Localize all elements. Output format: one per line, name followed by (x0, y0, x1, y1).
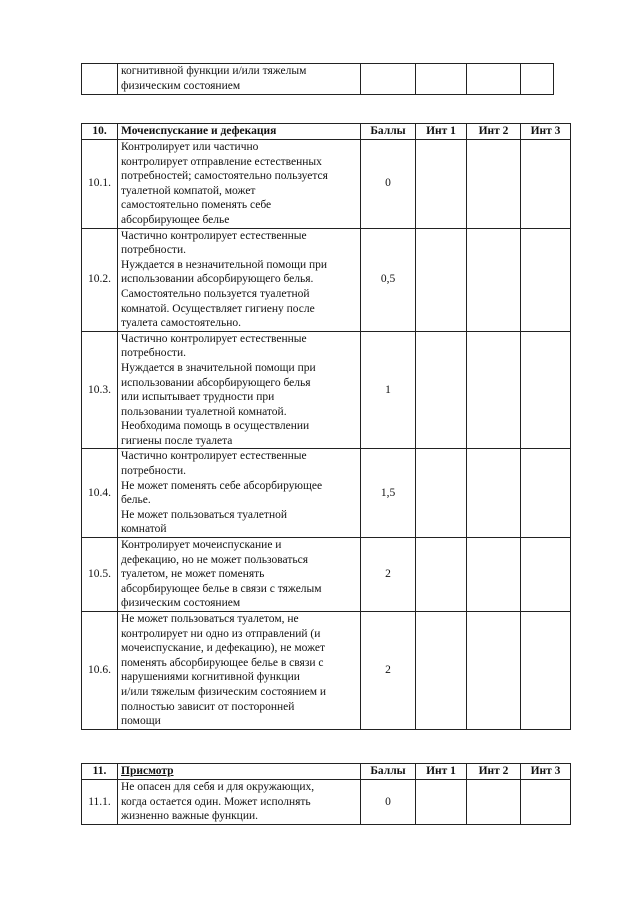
table-row (82, 449, 571, 538)
section-11-table (81, 763, 571, 825)
item-description (118, 612, 361, 730)
int1-cell[interactable] (416, 331, 467, 449)
item-score: 1 (361, 331, 416, 449)
desc-line: Не может поменять себе абсорбирующее (121, 479, 323, 492)
top-fragment-table (81, 63, 554, 95)
item-score: 0 (361, 780, 416, 825)
col-int2-header: Инт 2 (467, 124, 521, 140)
int2-cell[interactable] (467, 538, 521, 612)
item-score: 2 (361, 612, 416, 730)
int2-cell[interactable] (467, 140, 521, 229)
section-title: Присмотр (118, 764, 361, 780)
desc-line: Частично контролирует естественные (121, 332, 307, 345)
table-row (82, 612, 571, 730)
int1-cell[interactable] (416, 140, 467, 229)
int2-cell[interactable] (467, 449, 521, 538)
item-number: 11.1. (82, 780, 118, 825)
int3-cell[interactable] (521, 449, 571, 538)
desc-line: жизненно важные функции. (121, 810, 259, 823)
desc-line: физическим состоянием (121, 80, 241, 92)
desc-line: дефекацию, но не может пользоваться (121, 553, 308, 566)
item-number: 10.2. (82, 228, 118, 331)
col-int2-header: Инт 2 (467, 764, 521, 780)
item-score: 0,5 (361, 228, 416, 331)
item-description (118, 449, 361, 538)
table-row (82, 228, 571, 331)
desc-line: Частично контролирует естественные (121, 450, 307, 463)
section-title: Мочеиспускание и дефекация (118, 124, 361, 140)
section-number: 11. (82, 764, 118, 780)
desc-line: поменять абсорбирующее белье в связи с (121, 656, 324, 669)
desc-line: Не может пользоваться туалетом, не (121, 613, 299, 625)
desc-line: Не может пользоваться туалетной (121, 508, 288, 521)
item-score: 2 (361, 538, 416, 612)
int1-cell[interactable] (416, 538, 467, 612)
desc-line: Частично контролирует естественные (121, 229, 307, 242)
desc-cell (118, 64, 361, 95)
item-number: 10.3. (82, 331, 118, 449)
item-number: 10.4. (82, 449, 118, 538)
section-10-table (81, 123, 571, 730)
desc-line: белье. (121, 494, 151, 507)
item-description (118, 538, 361, 612)
int3-cell[interactable] (521, 612, 571, 730)
int2-cell[interactable] (467, 612, 521, 730)
desc-line: пользовании туалетной комнатой. (121, 405, 287, 418)
item-description (118, 140, 361, 229)
table-row (82, 64, 554, 95)
desc-line: помощи (121, 715, 161, 728)
desc-line: потребности. (121, 244, 186, 257)
desc-line: туалетной компатой, может (121, 184, 256, 197)
table-row (82, 331, 571, 449)
desc-line: или испытывает трудности при (121, 391, 275, 404)
desc-line: полностью зависит от посторонней (121, 700, 295, 713)
desc-line: Не опасен для себя и для окружающих, (121, 781, 315, 793)
int3-cell[interactable] (521, 780, 571, 825)
score-cell (361, 64, 416, 95)
desc-line: гигиены после туалета (121, 434, 233, 447)
desc-line: потребностей; самостоятельно пользуется (121, 170, 328, 183)
col-int1-header: Инт 1 (416, 124, 467, 140)
desc-line: контролирует ни одно из отправлений (и (121, 627, 321, 640)
int1-cell[interactable] (416, 228, 467, 331)
item-score: 1,5 (361, 449, 416, 538)
desc-line: когнитивной функции и/или тяжелым (121, 65, 307, 78)
item-number: 10.5. (82, 538, 118, 612)
desc-line: физическим состоянием (121, 597, 241, 610)
section-number: 10. (82, 124, 118, 140)
desc-line: Контролирует мочеиспускание и (121, 539, 282, 552)
table-row (82, 780, 571, 825)
table-row (82, 538, 571, 612)
item-score: 0 (361, 140, 416, 229)
desc-line: Контролирует или частично (121, 141, 259, 153)
desc-line: мочеиспускание, и дефекацию), не может (121, 642, 326, 655)
desc-line: абсорбирующее белье (121, 213, 230, 226)
col-int1-header: Инт 1 (416, 764, 467, 780)
int1-cell (416, 64, 467, 95)
col-int3-header: Инт 3 (521, 124, 571, 140)
int2-cell[interactable] (467, 780, 521, 825)
desc-line: нарушениями когнитивной функции (121, 671, 300, 684)
table-header-row (82, 764, 571, 780)
int1-cell[interactable] (416, 780, 467, 825)
desc-line: Нуждается в значительной помощи при (121, 361, 316, 374)
desc-line: потребности. (121, 347, 186, 360)
item-description (118, 331, 361, 449)
int2-cell[interactable] (467, 228, 521, 331)
desc-line: Необходима помощь в осуществлении (121, 420, 310, 433)
int3-cell (521, 64, 554, 95)
int2-cell[interactable] (467, 331, 521, 449)
col-score-header: Баллы (361, 764, 416, 780)
desc-line: комнатой. Осуществляет гигиену после (121, 302, 315, 315)
table-header-row (82, 124, 571, 140)
desc-line: туалетом, не может поменять (121, 568, 265, 581)
int3-cell[interactable] (521, 331, 571, 449)
desc-line: комнатой (121, 523, 167, 536)
item-number: 10.6. (82, 612, 118, 730)
int3-cell[interactable] (521, 228, 571, 331)
table-row (82, 140, 571, 229)
int1-cell[interactable] (416, 449, 467, 538)
desc-line: туалета самостоятельно. (121, 317, 242, 330)
int2-cell (467, 64, 521, 95)
desc-line: Самостоятельно пользуется туалетной (121, 287, 310, 300)
desc-line: контролирует отправление естественных (121, 155, 322, 168)
desc-line: когда остается один. Может исполнять (121, 795, 311, 808)
num-cell (82, 64, 118, 95)
desc-line: самостоятельно поменять себе (121, 199, 272, 212)
col-int3-header: Инт 3 (521, 764, 571, 780)
item-description (118, 780, 361, 825)
desc-line: использовании абсорбирующего белья. (121, 273, 314, 286)
desc-line: абсорбирующее белье в связи с тяжелым (121, 582, 322, 595)
int1-cell[interactable] (416, 612, 467, 730)
int3-cell[interactable] (521, 140, 571, 229)
col-score-header: Баллы (361, 124, 416, 140)
desc-line: и/или тяжелым физическим состоянием и (121, 685, 327, 698)
desc-line: потребности. (121, 465, 186, 478)
item-number: 10.1. (82, 140, 118, 229)
desc-line: Нуждается в незначительной помощи при (121, 258, 328, 271)
int3-cell[interactable] (521, 538, 571, 612)
item-description (118, 228, 361, 331)
desc-line: использовании абсорбирующего белья (121, 376, 311, 389)
